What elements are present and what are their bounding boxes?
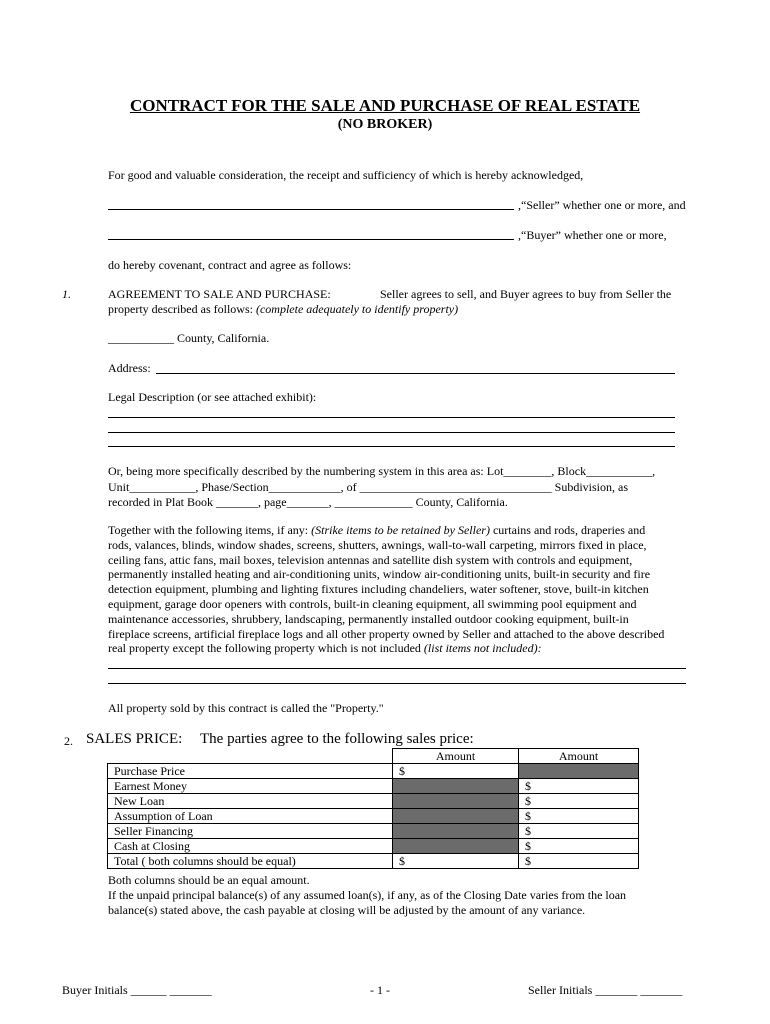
- excluded-items-blank-1[interactable]: [108, 668, 686, 669]
- section-1-line2-italic: (complete adequately to identify property): [255, 302, 459, 316]
- row-label-seller-financing: Seller Financing: [108, 824, 393, 839]
- section-1-heading: AGREEMENT TO SALE AND PURCHASE:: [108, 287, 331, 301]
- seller-suffix: ,“Seller” whether one or more, and: [518, 198, 686, 212]
- items-line-5: detection equipment, plumbing and lighting fixtures including chandeliers, water softener, stove, built-in kitchen: [108, 582, 649, 596]
- table-header-amount-2: Amount: [519, 749, 639, 764]
- section-1-text: Seller agrees to sell, and Buyer agrees to buy from Seller the: [380, 287, 672, 301]
- shaded-cell: [393, 809, 519, 824]
- table-row: [108, 809, 639, 824]
- address-label: Address:: [108, 361, 151, 375]
- total-amount-2[interactable]: $: [519, 854, 639, 869]
- footer-page-number: - 1 -: [370, 983, 390, 997]
- intro-text: For good and valuable consideration, the receipt and sufficiency of which is hereby acknowledged,: [108, 168, 584, 182]
- property-note: All property sold by this contract is called the "Property.": [108, 701, 384, 715]
- items-line-1c: curtains and rods, draperies and: [492, 523, 646, 537]
- seller-financing-amount[interactable]: $: [519, 824, 639, 839]
- shaded-cell: [393, 824, 519, 839]
- items-line-8: fireplace screens, artificial fireplace logs and all other property owned by Seller and attached to the above described: [108, 627, 665, 641]
- legal-description-blank-1[interactable]: [108, 417, 675, 418]
- earnest-money-amount[interactable]: $: [519, 779, 639, 794]
- table-header-row: [108, 749, 639, 764]
- footer-buyer-initials[interactable]: Buyer Initials ______ _______: [62, 983, 212, 997]
- table-header-blank: [108, 749, 393, 764]
- row-label-assumption-of-loan: Assumption of Loan: [108, 809, 393, 824]
- table-row: [108, 854, 639, 869]
- footer-seller-initials[interactable]: Seller Initials _______ _______: [528, 983, 683, 997]
- table-row: [108, 794, 639, 809]
- row-label-new-loan: New Loan: [108, 794, 393, 809]
- items-line-4: permanently installed heating and air-conditioning units, window air-conditioning units, built-in security and fire: [108, 567, 651, 581]
- row-label-total: Total ( both columns should be equal): [108, 854, 393, 869]
- legal-description-blank-2[interactable]: [108, 432, 675, 433]
- numbering-line-1: Or, being more specifically described by the numbering system in this area as: Lot________, Block___________,: [108, 464, 656, 478]
- buyer-suffix: ,“Buyer” whether one or more,: [518, 228, 667, 242]
- cash-at-closing-amount[interactable]: $: [519, 839, 639, 854]
- covenant-text: do hereby covenant, contract and agree as follows:: [108, 258, 352, 272]
- items-line-1a: Together with the following items, if any:: [108, 523, 309, 537]
- variance-line-1: If the unpaid principal balance(s) of any assumed loan(s), if any, as of the Closing Date varies from the loan: [108, 888, 627, 902]
- address-blank[interactable]: [156, 373, 675, 374]
- legal-description-label: Legal Description (or see attached exhibit):: [108, 390, 317, 404]
- sales-price-table: [107, 748, 639, 869]
- assumption-of-loan-amount[interactable]: $: [519, 809, 639, 824]
- total-amount-1[interactable]: $: [393, 854, 519, 869]
- purchase-price-amount[interactable]: $: [393, 764, 519, 779]
- items-line-9b: (list items not included):: [423, 641, 542, 655]
- shaded-cell: [519, 764, 639, 779]
- items-line-1b: (Strike items to be retained by Seller): [311, 523, 490, 537]
- items-line-9a: real property except the following property which is not included: [108, 641, 421, 655]
- new-loan-amount[interactable]: $: [519, 794, 639, 809]
- excluded-items-blank-2[interactable]: [108, 683, 686, 684]
- table-row: [108, 839, 639, 854]
- table-row: [108, 764, 639, 779]
- section-2-number: 2.: [64, 734, 73, 748]
- document-title: CONTRACT FOR THE SALE AND PURCHASE OF REAL ESTATE: [129, 96, 641, 115]
- shaded-cell: [393, 794, 519, 809]
- variance-line-2: balance(s) stated above, the cash payable at closing will be adjusted by the amount of any variance.: [108, 903, 586, 917]
- numbering-line-2: Unit___________, Phase/Section____________, of ________________________________ Subdivision, as: [108, 480, 628, 494]
- items-line-1: [108, 523, 645, 538]
- seller-name-blank[interactable]: [108, 209, 514, 210]
- county-line: ___________ County, California.: [108, 331, 270, 345]
- table-row: [108, 779, 639, 794]
- table-header-amount-1: Amount: [393, 749, 519, 764]
- items-line-7: maintenance accessories, shrubbery, landscaping, permanently installed outdoor cooking equipment, built-in: [108, 612, 629, 626]
- section-1-line2-text: property described as follows:: [108, 302, 253, 316]
- document-subtitle: (NO BROKER): [337, 117, 433, 132]
- row-label-cash-at-closing: Cash at Closing: [108, 839, 393, 854]
- equal-amount-note: Both columns should be an equal amount.: [108, 873, 310, 887]
- row-label-earnest-money: Earnest Money: [108, 779, 393, 794]
- items-line-3: ceiling fans, attic fans, mail boxes, television antennas and satellite dish system with controls and equipment,: [108, 553, 633, 567]
- items-line-2: rods, valances, blinds, window shades, screens, shutters, awnings, wall-to-wall carpeting, mirrors fixed in place,: [108, 538, 647, 552]
- section-1-number: 1.: [62, 287, 71, 301]
- shaded-cell: [393, 779, 519, 794]
- section-2-text: The parties agree to the following sales price:: [200, 731, 474, 747]
- items-line-9: [108, 641, 542, 656]
- numbering-line-3: recorded in Plat Book _______, page_______, _____________ County, California.: [108, 495, 508, 509]
- legal-description-blank-3[interactable]: [108, 446, 675, 447]
- row-label-purchase-price: Purchase Price: [108, 764, 393, 779]
- section-2-heading: SALES PRICE:: [86, 731, 183, 747]
- section-1-line2: [108, 302, 458, 317]
- shaded-cell: [393, 839, 519, 854]
- items-line-6: equipment, garage door openers with controls, built-in cleaning equipment, all swimming pool equipment and: [108, 597, 637, 611]
- table-row: [108, 824, 639, 839]
- buyer-name-blank[interactable]: [108, 239, 514, 240]
